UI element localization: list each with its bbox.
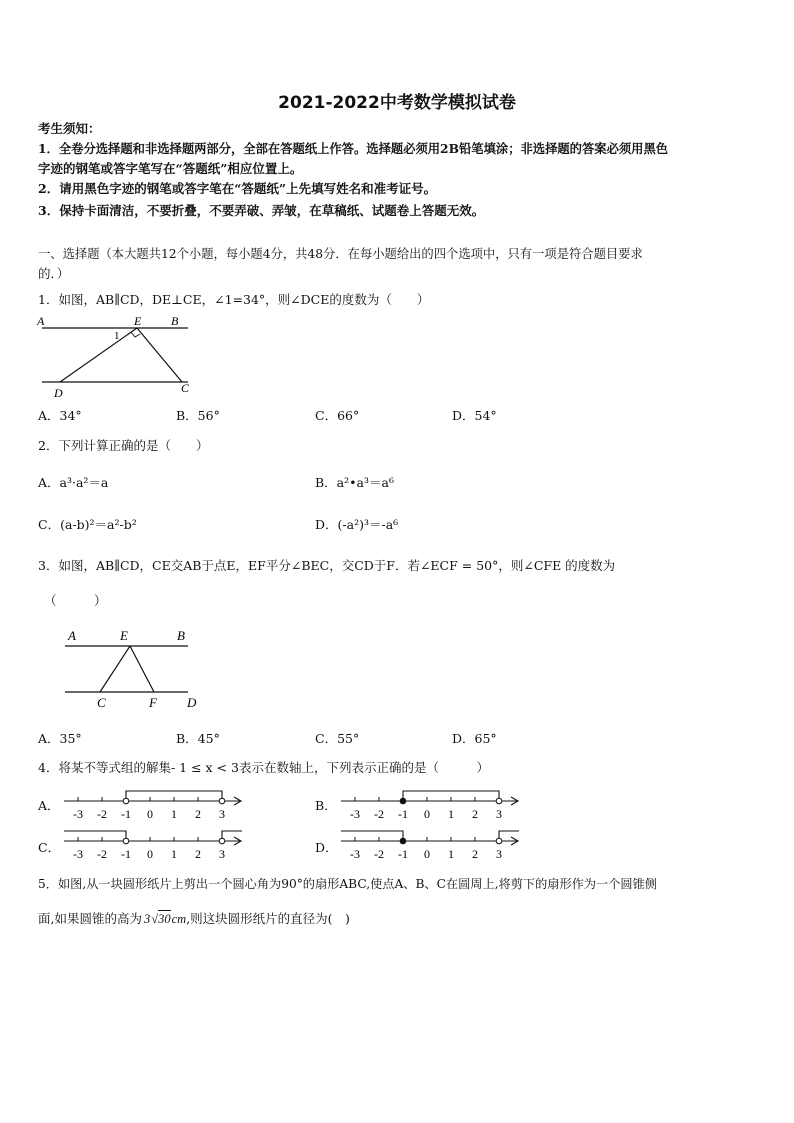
svg-text:-2: -2 xyxy=(374,847,384,861)
q5-height-unit: cm xyxy=(171,911,187,926)
q1-label-angle-1: 1 xyxy=(114,330,120,342)
svg-text:2: 2 xyxy=(195,807,201,821)
q3-label-d: D xyxy=(187,695,197,710)
q2-option-c[interactable]: C．(a-b)²＝a²-b² xyxy=(38,517,137,532)
q3-option-a[interactable]: A．35° xyxy=(38,731,82,746)
notice-item-1-line-2: 字迹的钢笔或答字笔写在“答题纸”相应位置上。 xyxy=(38,161,303,176)
q2-option-a[interactable]: A．a³·a²＝a xyxy=(38,475,109,490)
svg-text:3: 3 xyxy=(496,847,502,861)
q3-label-e: E xyxy=(120,628,128,643)
svg-text:1: 1 xyxy=(448,807,454,821)
svg-text:3: 3 xyxy=(219,847,225,861)
q5-line-2-suffix: ,则这块圆形纸片的直径为( ) xyxy=(186,910,350,926)
q4-option-c-label[interactable]: C． xyxy=(38,840,61,855)
q1-label-b: B xyxy=(171,314,179,328)
q3-label-f: F xyxy=(149,695,157,710)
svg-text:3: 3 xyxy=(496,807,502,821)
q1-label-a: A xyxy=(37,314,45,328)
q4-option-b-number-line[interactable] xyxy=(337,788,527,824)
q1-figure xyxy=(34,312,194,400)
svg-text:-1: -1 xyxy=(398,807,408,821)
q1-label-c: C xyxy=(181,381,190,395)
q3-option-c[interactable]: C．55° xyxy=(315,731,360,746)
page-title: 2021-2022中考数学模拟试卷 xyxy=(278,93,516,113)
notice-item-3: 3．保持卡面清洁，不要折叠，不要弄破、弄皱，在草稿纸、试题卷上答题无效。 xyxy=(38,203,485,218)
q1-option-b[interactable]: B．56° xyxy=(176,408,220,423)
q1-segment-ec xyxy=(137,328,182,382)
q5-line-2 xyxy=(38,910,350,927)
q5-height-coefficient: 3 xyxy=(143,911,151,926)
q1-right-angle-mark xyxy=(131,332,140,337)
q3-label-b: B xyxy=(177,628,185,643)
q2-option-d[interactable]: D．(-a²)³＝-a⁶ xyxy=(315,517,399,532)
svg-text:-3: -3 xyxy=(73,807,83,821)
svg-text:-2: -2 xyxy=(97,847,107,861)
svg-text:1: 1 xyxy=(448,847,454,861)
q3-segment-ec xyxy=(100,646,130,692)
svg-text:2: 2 xyxy=(472,807,478,821)
q4-option-a-label[interactable]: A． xyxy=(38,798,60,813)
q5-line-2-prefix: 面,如果圆锥的高为 xyxy=(38,910,142,926)
svg-text:1: 1 xyxy=(171,807,177,821)
q4-option-d-label[interactable]: D． xyxy=(315,840,338,855)
q3-figure xyxy=(60,622,210,714)
q3-label-a: A xyxy=(68,628,76,643)
q4-option-a-number-line[interactable] xyxy=(60,788,250,824)
notice-item-1-line-1: 1．全卷分选择题和非选择题两部分，全部在答题纸上作答。选择题必须用2B铅笔填涂；非选择题的答案必须用黑色 xyxy=(38,141,669,156)
q1-label-e: E xyxy=(134,314,142,328)
q5-height-radicand: 30 xyxy=(158,912,171,926)
section-heading-line-2: 的．） xyxy=(38,266,70,281)
q5-line-1: 5．如图,从一块圆形纸片上剪出一个圆心角为90°的扇形ABC,使点A、B、C在圆周上,将剪下的扇形作为一个圆锥侧 xyxy=(38,877,657,891)
q1-option-c[interactable]: C．66° xyxy=(315,408,360,423)
q4-option-c-number-line[interactable] xyxy=(60,828,250,864)
svg-text:-1: -1 xyxy=(121,807,131,821)
svg-text:3: 3 xyxy=(219,807,225,821)
q4-option-b-label[interactable]: B． xyxy=(315,798,337,813)
q3-option-d[interactable]: D．65° xyxy=(452,731,497,746)
svg-text:0: 0 xyxy=(424,847,430,861)
svg-text:-1: -1 xyxy=(398,847,408,861)
svg-text:0: 0 xyxy=(147,847,153,861)
notice-heading: 考生须知： xyxy=(38,121,101,136)
q2-stem: 2．下列计算正确的是（ ） xyxy=(38,438,209,453)
svg-text:0: 0 xyxy=(147,807,153,821)
sqrt-icon: √ xyxy=(151,911,159,926)
q1-option-a[interactable]: A．34° xyxy=(38,408,82,423)
q1-label-d: D xyxy=(54,386,63,400)
q3-answer-paren: （ ） xyxy=(44,593,107,608)
svg-text:0: 0 xyxy=(424,807,430,821)
svg-text:-3: -3 xyxy=(350,847,360,861)
notice-item-2: 2．请用黑色字迹的钢笔或答字笔在“答题纸”上先填写姓名和准考证号。 xyxy=(38,181,437,196)
q2-option-b[interactable]: B．a²•a³＝a⁶ xyxy=(315,475,394,490)
svg-text:-2: -2 xyxy=(97,807,107,821)
q4-stem: 4．将某不等式组的解集- 1 ≤ x < 3表示在数轴上，下列表示正确的是（ ） xyxy=(38,760,489,775)
svg-text:-1: -1 xyxy=(121,847,131,861)
svg-text:-3: -3 xyxy=(73,847,83,861)
svg-text:2: 2 xyxy=(472,847,478,861)
svg-text:-3: -3 xyxy=(350,807,360,821)
q3-option-b[interactable]: B．45° xyxy=(176,731,220,746)
q1-stem: 1．如图，AB∥CD，DE⊥CE，∠1=34°，则∠DCE的度数为（ ） xyxy=(38,292,430,307)
q3-label-c: C xyxy=(97,695,106,710)
svg-text:1: 1 xyxy=(171,847,177,861)
svg-text:-2: -2 xyxy=(374,807,384,821)
q4-option-d-number-line[interactable] xyxy=(337,828,527,864)
q3-segment-ef xyxy=(130,646,154,692)
section-heading-line-1: 一、选择题（本大题共12个小题，每小题4分，共48分．在每小题给出的四个选项中，只有一项是符合题目要求 xyxy=(38,247,643,261)
svg-text:2: 2 xyxy=(195,847,201,861)
q3-stem: 3．如图，AB∥CD，CE交AB于点E，EF平分∠BEC，交CD于F．若∠ECF = 50°，则∠CFE 的度数为 xyxy=(38,558,616,573)
q1-option-d[interactable]: D．54° xyxy=(452,408,497,423)
q1-segment-de xyxy=(60,328,137,382)
